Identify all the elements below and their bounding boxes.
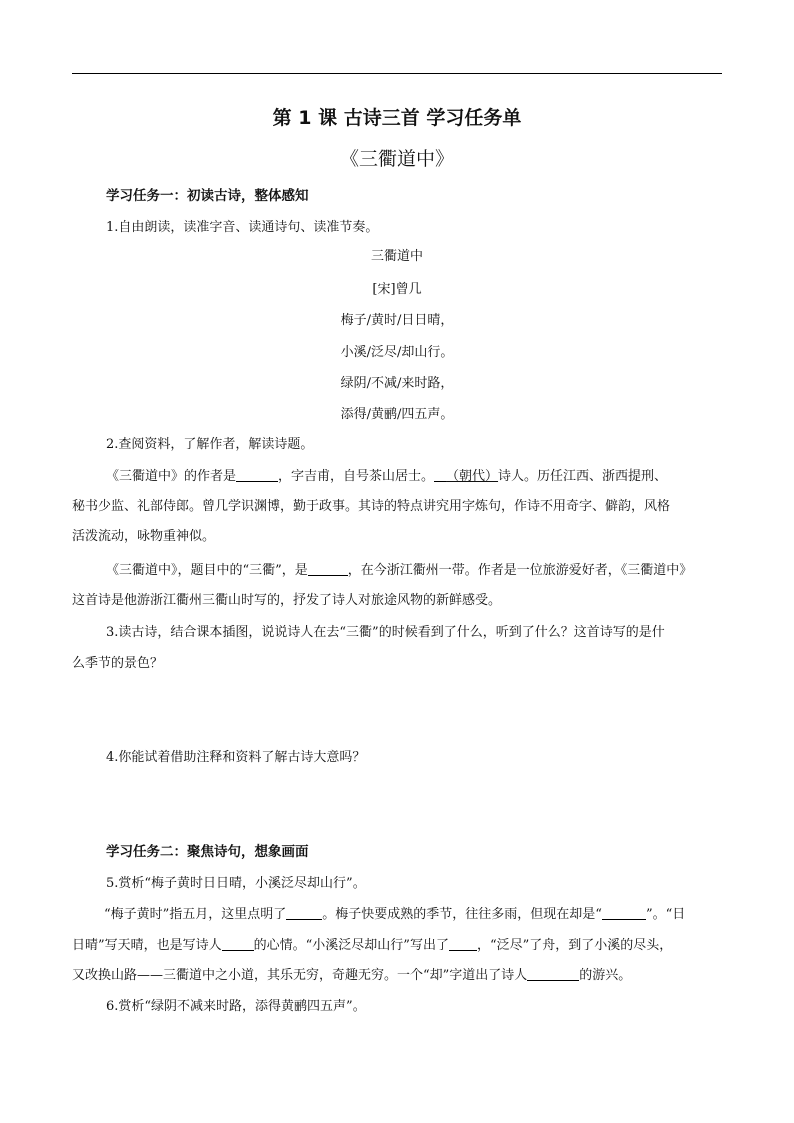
blank-author-name[interactable] — [236, 468, 278, 482]
blank-dynasty[interactable] — [434, 468, 446, 482]
blank-season[interactable] — [286, 906, 322, 920]
task2-heading: 学习任务二：聚焦诗句，想象画面 — [106, 844, 309, 860]
question-3: 3.读古诗，结合课本插图，说说诗人在去“三衢”的时候看到了什么，听到了什么？这首诗写的是什 — [106, 625, 665, 640]
author-paragraph-line: 《三衢道中》的作者是 ，字吉甫，自号茶山居士。 （朝代）诗人。历任江西、浙西提刑、 — [106, 469, 668, 484]
blank-route[interactable] — [449, 937, 477, 951]
poem-line: 绿阴/不减/来时路， — [340, 376, 454, 391]
poem-line: 梅子/黄时/日日晴， — [340, 313, 454, 328]
poem-author: [宋]曾几 — [372, 282, 422, 297]
question-5: 5.赏析“梅子黄时日日晴，小溪泛尽却山行”。 — [106, 876, 366, 891]
analysis-paragraph-line: “梅子黄时”指五月，这里点明了 。梅子快要成熟的季节，往往多雨，但现在却是“ ”。“日 — [104, 907, 686, 922]
author-paragraph-line: 活泼流动，咏物重神似。 — [72, 529, 216, 544]
blank-sanqu[interactable] — [308, 562, 348, 576]
question-2: 2.查阅资料，了解作者，解读诗题。 — [106, 437, 314, 452]
question-1: 1.自由朗读，读准字音、读通诗句、读准节奏。 — [106, 220, 379, 235]
question-3-cont: 么季节的景色？ — [72, 656, 164, 671]
poem-line: 小溪/泛尽/却山行。 — [340, 345, 454, 360]
page-title: 第 1 课 古诗三首 学习任务单 — [272, 107, 522, 129]
question-6: 6.赏析“绿阴不减来时路，添得黄鹂四五声”。 — [106, 999, 366, 1014]
title-paragraph-line: 这首诗是他游浙江衢州三衢山时写的，抒发了诗人对旅途风物的新鲜感受。 — [72, 593, 502, 608]
poem-title: 三衢道中 — [370, 249, 423, 264]
analysis-paragraph-line: 又改换山路——三衢道中之小道，其乐无穷，奇趣无穷。一个“却”字道出了诗人 的游兴。 — [72, 968, 632, 983]
analysis-paragraph-line: 日晴”写天晴，也是写诗人 的心情。“小溪泛尽却山行”写出了 ，“泛尽”了舟，到了小溪的尽头， — [72, 938, 673, 953]
title-paragraph-line: 《三衢道中》，题目中的“三衢”，是 ，在今浙江衢州一带。作者是一位旅游爱好者，《三衢道中》 — [106, 563, 693, 578]
author-paragraph-line: 秘书少监、礼部侍郎。曾几学识渊博，勤于政事。其诗的特点讲究用字炼句，作诗不用奇字、僻韵，风格 — [72, 499, 671, 514]
question-4: 4.你能试着借助注释和资料了解古诗大意吗？ — [106, 750, 366, 765]
poem-subtitle: 《三衢道中》 — [339, 148, 454, 170]
header-rule — [72, 73, 722, 74]
blank-weather[interactable] — [602, 906, 646, 920]
task1-heading: 学习任务一：初读古诗，整体感知 — [106, 188, 309, 204]
poem-line: 添得/黄鹂/四五声。 — [340, 407, 454, 422]
blank-mood[interactable] — [222, 937, 254, 951]
blank-interest[interactable] — [527, 967, 579, 981]
